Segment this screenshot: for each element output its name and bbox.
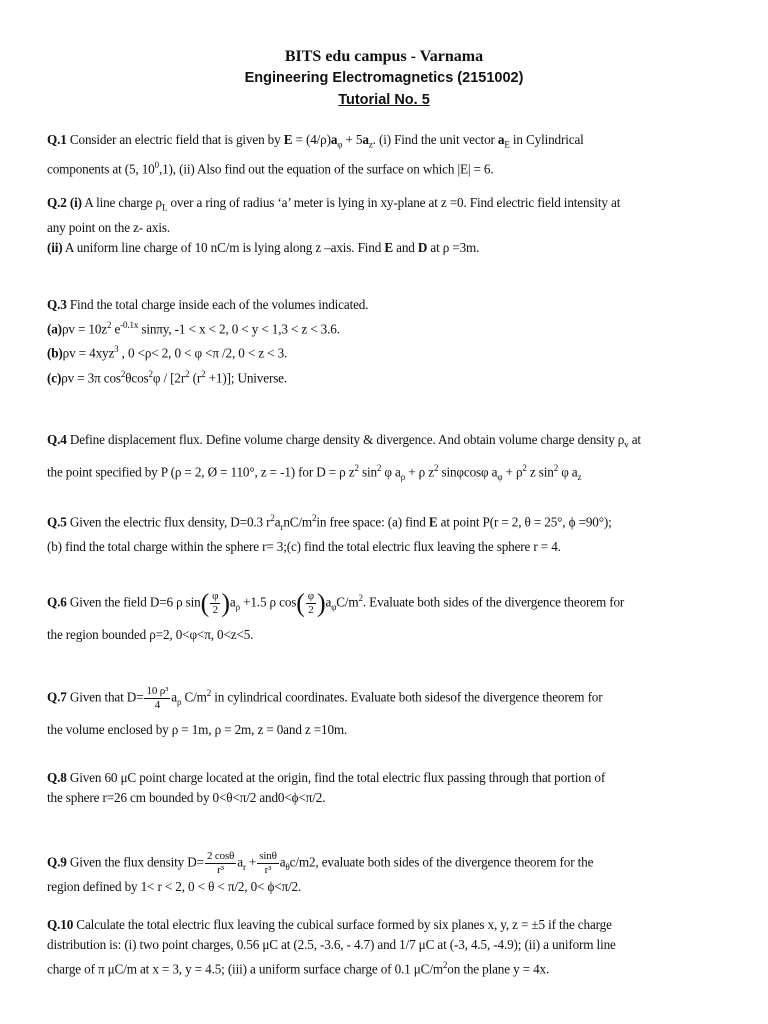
fraction: $\frac{\text{10 ρ³}}{4}$: [146, 684, 169, 711]
fraction: $\frac{2 \cos\theta}{\text{r³}}$: [206, 850, 235, 876]
institution-title: BITS edu campus - Varnama: [284, 48, 484, 65]
question-5: Q.5 Given the electric flux density, D=0.3 $r^2a_rnC/m^2in$ free space: (a) find E at point P(r = 2, θ = 25°, ϕ =90°); (b) find the total charge within the sphere r= 3;(c) find the total electric flux leaving the sphere r = 4.: [47, 513, 612, 555]
question-1: Q.1 Consider an electric field that is given by $E = (4/\rho)a_\varphi + 5a_z$. (i) Find the unit vector $a_E$ in Cylindrical components at (5, $10^0,1$), (ii) Also find out the equation of the surface on which |E| = 6.: [47, 132, 584, 177]
question-9: Q.9 Given the flux density D= $\frac{2 \cos\theta}{\text{r³}}$ $a_r$ + $\frac{\sin\theta}{\text{r³}}$ $a_\theta c/m2$, evaluate both sides of the divergence theorem for the region defined by 1< r < 2, 0 < θ < π/2, 0< ϕ<π/2.: [47, 850, 594, 895]
fraction: $\frac{\varphi}{2}$: [307, 589, 314, 616]
question-6: Q.6 Given the field D=6 ρ sin( $\frac{\varphi}{2}$ )$a_\rho +1.5$ ρ cos( $\frac{\varphi}{2}$ )$a_\varphi C/m^2$. Evaluate both sides of the divergence theorem for the region bounded ρ=2, 0<φ<π, 0<z<5.: [47, 588, 625, 643]
course-title: Engineering Electromagnetics (2151002): [244, 70, 524, 86]
question-4: Q.4 Define displacement flux. Define volume charge density & divergence. And obtain volume charge density $\rho_v$ at the point specified by P (ρ = 2, Ø = 110°, z = -1) for D = ρ $z^2$ $\sin^2 \varphi$ $a_\rho + \rho$ $z^2$ sinφcosφ $a_\varphi + \rho^2$ z $\sin^2 \varphi$ $a_z$: [47, 432, 641, 482]
question-8: Q.8 Given 60 μC point charge located at the origin, find the total electric flux passing through that portion of the sphere r=26 cm bounded by 0<θ<π/2 and0<ϕ<π/2.: [47, 770, 606, 805]
question-3: Q.3 Find the total charge inside each of the volumes indicated. $(a)\rho v = 10z^2$ $e^{-0.1x}$ sinπy, -1 < x < 2, 0 < y < 1,3 < z < 3.6. (b)ρv = 4xyz$^3$ , 0 <ρ< 2, 0 < φ <π /2, 0 < z < 3. (c)ρv = 3π $\cos^2\theta\cos^2\varphi / [2r^2$ $(r^2 +1)$]; Universe.: [47, 297, 369, 386]
tutorial-title: Tutorial No. 5: [338, 92, 430, 108]
question-7: Q.7 Given that D= $\frac{\text{10 ρ³}}{4}$ $a_\rho$ $C/m^2$ in cylindrical coordinates. Evaluate both sidesof the divergence theorem for the volume enclosed by ρ = 1m, ρ = 2m, z = 0and z =10m.: [47, 684, 603, 738]
fraction: $\frac{\sin\theta}{\text{r³}}$: [259, 850, 277, 876]
fraction: $\frac{\varphi}{2}$: [212, 589, 219, 616]
question-2: Q.2 (i) A line charge $\rho_L$ over a ring of radius ‘a’ meter is lying in xy-plane at z =0. Find electric field intensity at any point on the z- axis. (ii) A uniform line charge of 10 nC/m is lying along z –axis. Find E and D at ρ =3m.: [47, 195, 621, 255]
question-10: Q.10 Calculate the total electric flux leaving the cubical surface formed by six planes x, y, z = ±5 if the charge distribution is: (i) two point charges, 0.56 μC at (2.5, -3.6, - 4.7) and 1/7 μC at (-3, 4.5, -4.9); (ii) a uniform line charge of π μC/m at x = 3, y = 4.5; (iii) a uniform surface charge of 0.1 $\mu C/m^2on$ the plane y = 4x.: [47, 917, 616, 977]
